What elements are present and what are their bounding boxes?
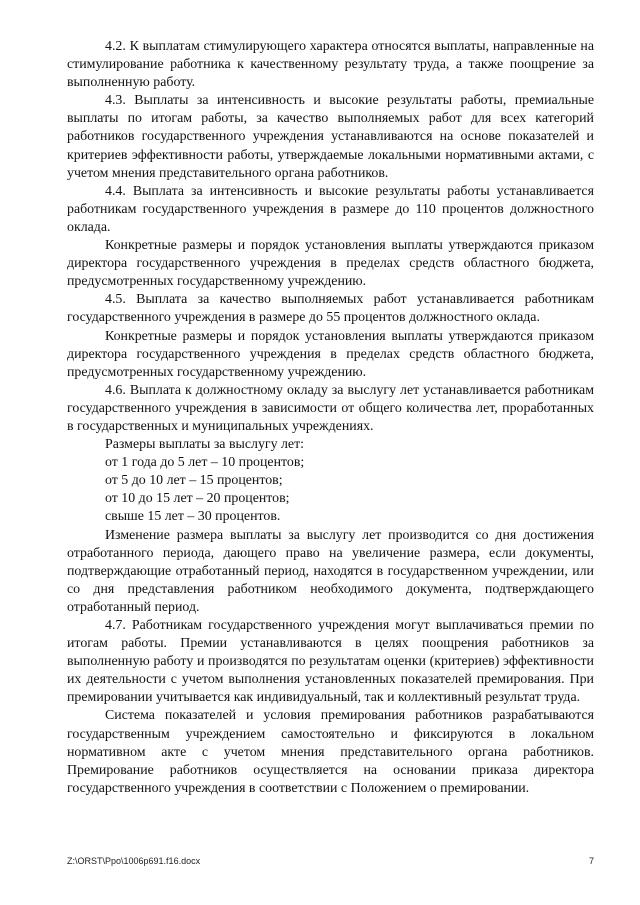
paragraph-4-5-sizes: Конкретные размеры и порядок установления выплаты утверждаются приказом директора государственного учреждения в пределах средств областного бюджета, предусмотренных государственному учреждению.: [67, 328, 594, 380]
paragraph-bonus-system: Система показателей и условия премирования работников разрабатываются государственным учреждением самостоятельно и фиксируются в локальном нормативном акте с учетом мнения представительного органа работников. Премирование работников осуществляется на основании приказа директора государственного учреждения в соответствии с Положением о премировании.: [67, 708, 594, 796]
paragraph-4-5: 4.5. Выплата за качество выполняемых работ устанавливается работникам государственного учреждения в размере до 55 процентов должностного оклада.: [67, 292, 594, 326]
seniority-list-item: от 1 года до 5 лет – 10 процентов;: [105, 455, 305, 471]
paragraph-4-4: 4.4. Выплата за интенсивность и высокие результаты работы устанавливается работникам государственного учреждения в размере до 110 процентов должностного оклада.: [67, 183, 594, 235]
paragraph-seniority-change: Изменение размера выплаты за выслугу лет производится со дня достижения отработанного периода, дающего право на увеличение размера, если документы, подтверждающие отработанный период, находятся в государственном учреждении, или со дня представления работником необходимого документа, подтверждающего отработанный период.: [67, 527, 594, 615]
page-footer: [67, 855, 594, 869]
seniority-list-item: свыше 15 лет – 30 процентов.: [105, 509, 281, 525]
footer-file-path: Z:\ORST\Ppo\1006p691.f16.docx: [67, 856, 201, 866]
seniority-list-item: от 5 до 10 лет – 15 процентов;: [105, 473, 283, 489]
paragraph-4-4-sizes: Конкретные размеры и порядок установления выплаты утверждаются приказом директора государственного учреждения в пределах средств областного бюджета, предусмотренных государственному учреждению.: [67, 238, 594, 290]
seniority-list-heading: Размеры выплаты за выслугу лет:: [105, 437, 305, 453]
paragraph-4-7: 4.7. Работникам государственного учреждения могут выплачиваться премии по итогам работы. Премии устанавливаются в целях поощрения работников за выполненную работу и производятся по результатам оценки (критериев) эффективности их деятельности с учетом выполнения установленных показателей премирования. При премировании учитывается как индивидуальный, так и коллективный результат труда.: [67, 618, 594, 706]
seniority-list-item: от 10 до 15 лет – 20 процентов;: [105, 491, 290, 507]
paragraph-4-3: 4.3. Выплаты за интенсивность и высокие результаты работы, премиальные выплаты по итогам работы, за качество выполняемых работ для всех категорий работников государственного учреждения устанавливаются на основе показателей и критериев эффективности работы, утверждаемые локальными нормативными актами, с учетом мнения представительного органа работников.: [67, 93, 594, 181]
page-number: 7: [588, 856, 594, 866]
document-body: [67, 38, 594, 798]
paragraph-4-2: 4.2. К выплатам стимулирующего характера относятся выплаты, направленные на стимулирование работника к качественному результату труда, а также поощрение за выполненную работу.: [67, 39, 594, 91]
paragraph-4-6: 4.6. Выплата к должностному окладу за выслугу лет устанавливается работникам государственного учреждения в зависимости от общего количества лет, проработанных в государственных и муниципальных учреждениях.: [67, 382, 594, 434]
